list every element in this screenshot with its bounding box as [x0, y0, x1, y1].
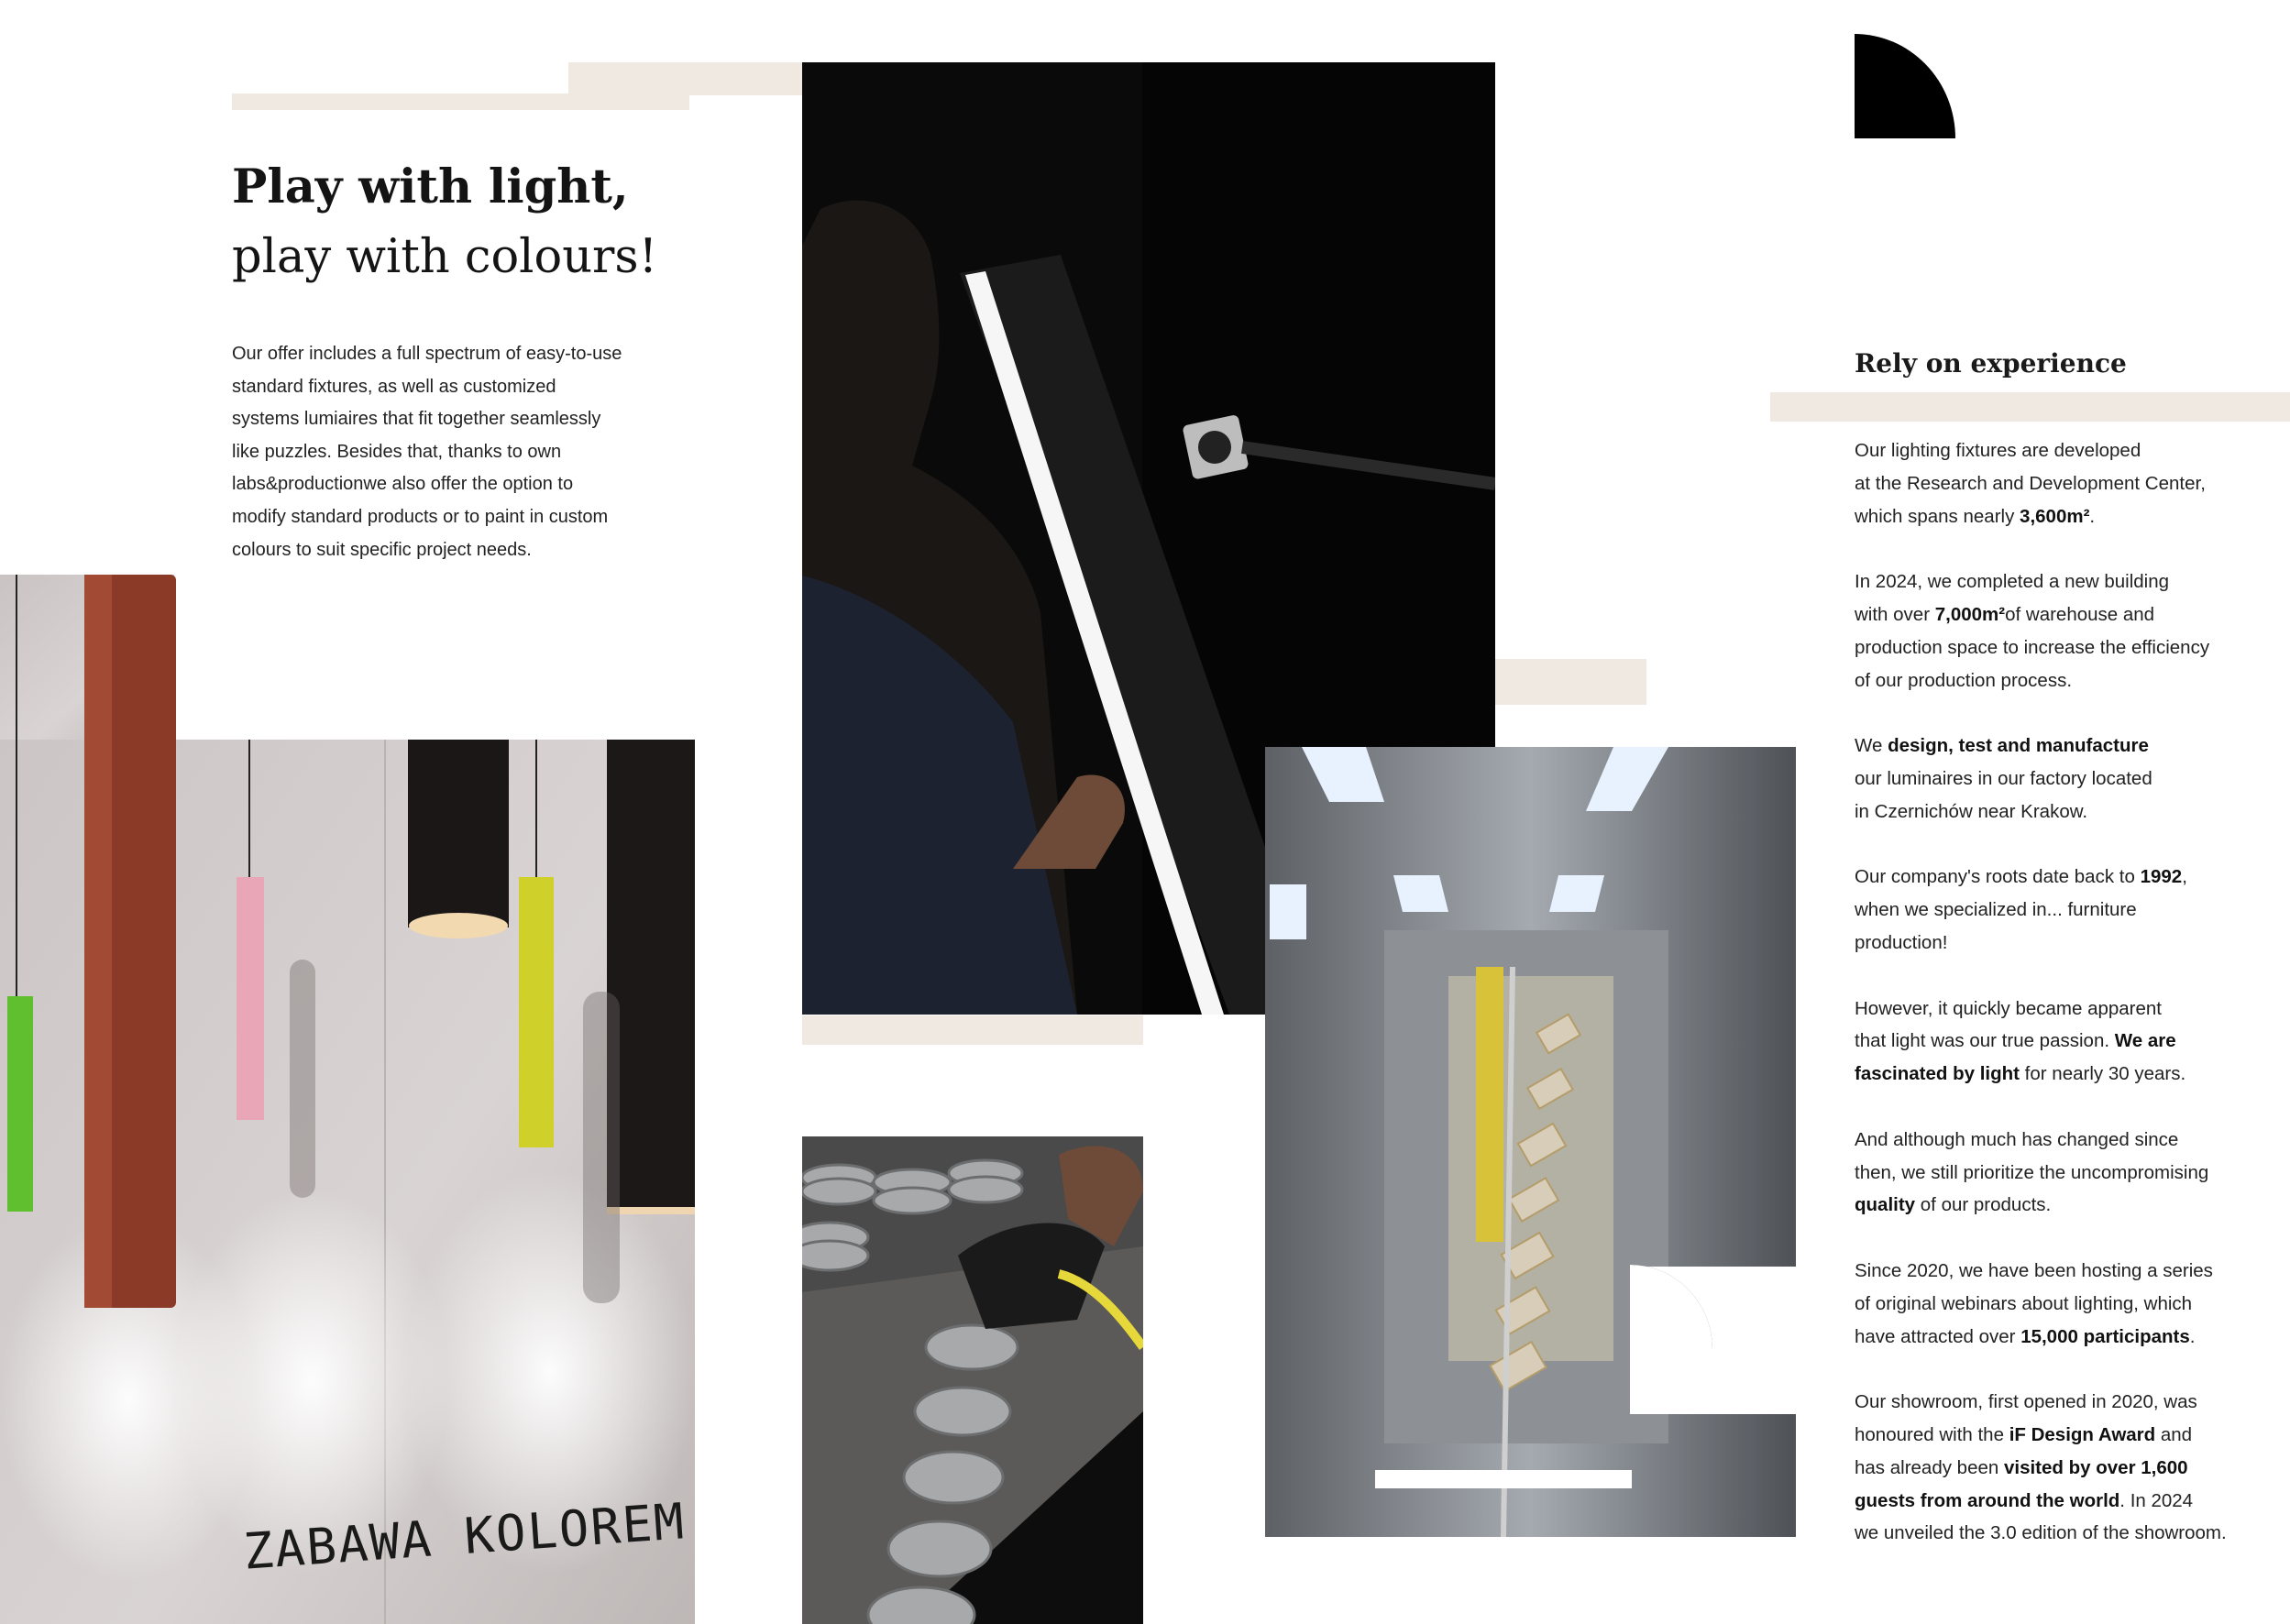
- handwritten-caption: ZABAWA KOLOREM: [241, 1492, 688, 1581]
- rely-line: [1855, 763, 2276, 796]
- white-cutout: [1630, 1265, 1712, 1349]
- rely-line: [1855, 894, 2276, 927]
- bold-text: 7,000m²: [1934, 603, 2006, 625]
- text-run: Our lighting fixtures are developed: [1855, 440, 2141, 461]
- bold-text: 3,600m²: [2020, 505, 2090, 527]
- text-run: at the Research and Development Center,: [1855, 472, 2206, 494]
- text-run: have attracted over: [1855, 1325, 2021, 1347]
- text-run: production!: [1855, 931, 1948, 953]
- intro-line: like puzzles. Besides that, thanks to own: [232, 441, 562, 462]
- text-run: and: [2155, 1423, 2193, 1445]
- rely-line: [1855, 1321, 2276, 1354]
- decor-strip: [1494, 659, 1646, 705]
- rely-line: [1855, 1189, 2276, 1222]
- intro-line: modify standard products or to paint in custom: [232, 506, 609, 527]
- text-run: we unveiled the 3.0 edition of the showroom.: [1855, 1522, 2227, 1544]
- rely-line: [1855, 927, 2276, 960]
- rely-line: [1855, 1485, 2276, 1518]
- rely-paragraph: [1855, 1386, 2276, 1550]
- rely-line: [1855, 1517, 2276, 1550]
- rely-line: [1855, 565, 2276, 598]
- intro-line: systems lumiaires that fit together seamlessly: [232, 409, 601, 430]
- text-run: However, it quickly became apparent: [1855, 997, 2163, 1019]
- headline-line1: Play with light,: [232, 159, 629, 214]
- rely-line: [1855, 598, 2276, 631]
- intro-line: colours to suit specific project needs.: [232, 539, 532, 560]
- bold-text: 15,000 participants: [2020, 1325, 2190, 1347]
- rely-paragraph: [1855, 1255, 2276, 1353]
- text-run: ,: [2182, 866, 2187, 888]
- rely-line: [1855, 500, 2276, 533]
- text-run: has already been: [1855, 1456, 2004, 1478]
- paint-booth-photo: [1265, 747, 1796, 1537]
- text-run: .: [2089, 505, 2096, 527]
- rely-line: [1855, 434, 2276, 467]
- decor-strip: [1770, 392, 2290, 422]
- bold-text: guests from around the world: [1855, 1489, 2120, 1511]
- bold-text: quality: [1855, 1194, 1916, 1216]
- text-run: in Czernichów near Krakow.: [1855, 800, 2088, 822]
- rely-line: [1855, 1025, 2276, 1058]
- intro-paragraph: [232, 338, 654, 566]
- metal-discs-photo: [802, 1136, 1143, 1624]
- text-run: And although much has changed since: [1855, 1128, 2179, 1150]
- rely-paragraph: [1855, 861, 2276, 959]
- quarter-circle-shape: [1855, 34, 1955, 138]
- rely-line: [1855, 861, 2276, 894]
- headline-line2: play with colours!: [232, 230, 658, 284]
- text-run: of our products.: [1915, 1194, 2052, 1216]
- text-run: . In 2024: [2119, 1489, 2194, 1511]
- rely-paragraph: [1855, 993, 2276, 1091]
- rely-paragraph: [1855, 434, 2276, 532]
- text-run: Our company's roots date back to: [1855, 866, 2141, 888]
- text-run: honoured with the: [1855, 1423, 2009, 1445]
- rely-line: [1855, 631, 2276, 664]
- intro-line: standard fixtures, as well as customized: [232, 376, 556, 397]
- text-run: of warehouse and: [2005, 603, 2155, 625]
- rely-line: [1855, 664, 2276, 697]
- text-run: when we specialized in... furniture: [1855, 899, 2137, 921]
- bold-text: fascinated by light: [1855, 1063, 2020, 1085]
- rely-line: [1855, 1255, 2276, 1288]
- rely-line: [1855, 1157, 2276, 1190]
- rely-line: [1855, 1124, 2276, 1157]
- text-run: for nearly 30 years.: [2019, 1063, 2186, 1085]
- pendant-lights-photo: [0, 575, 695, 1624]
- text-run: Our showroom, first opened in 2020, was: [1855, 1391, 2197, 1413]
- rely-line: [1855, 1288, 2276, 1321]
- rely-line: [1855, 467, 2276, 500]
- text-run: our luminaires in our factory located: [1855, 767, 2152, 789]
- text-run: that light was our true passion.: [1855, 1030, 2115, 1052]
- decor-strip: [802, 1015, 1143, 1045]
- rely-paragraph: [1855, 565, 2276, 697]
- decor-strip: [568, 62, 807, 95]
- text-run: which spans nearly: [1855, 505, 2020, 527]
- bold-text: visited by over 1,600: [2003, 1456, 2188, 1478]
- text-run: then, we still prioritize the uncompromising: [1855, 1161, 2209, 1183]
- text-run: Since 2020, we have been hosting a series: [1855, 1259, 2213, 1281]
- text-run: of original webinars about lighting, which: [1855, 1292, 2193, 1314]
- text-run: production space to increase the efficiency: [1855, 636, 2210, 658]
- decor-strip: [232, 93, 689, 110]
- rely-line: [1855, 796, 2276, 828]
- rely-line: [1855, 993, 2276, 1026]
- bold-text: 1992: [2140, 866, 2183, 888]
- rely-line: [1855, 730, 2276, 763]
- rely-text: [1855, 434, 2276, 1583]
- rely-paragraph: [1855, 1124, 2276, 1222]
- rely-line: [1855, 1058, 2276, 1091]
- rely-line: [1855, 1386, 2276, 1419]
- rely-title: Rely on experience: [1855, 348, 2127, 379]
- rely-paragraph: [1855, 730, 2276, 828]
- text-run: .: [2189, 1325, 2196, 1347]
- text-run: with over: [1855, 603, 1935, 625]
- white-cutout: [1375, 1470, 1632, 1488]
- intro-line: Our offer includes a full spectrum of easy-to-use: [232, 344, 622, 364]
- bold-text: We are: [2114, 1030, 2176, 1052]
- intro-line: labs&productionwe also offer the option to: [232, 474, 574, 495]
- bold-text: iF Design Award: [2009, 1423, 2156, 1445]
- text-run: of our production process.: [1855, 669, 2073, 691]
- rely-line: [1855, 1452, 2276, 1485]
- rely-line: [1855, 1419, 2276, 1452]
- text-run: In 2024, we completed a new building: [1855, 571, 2170, 593]
- text-run: We: [1855, 735, 1888, 757]
- bold-text: design, test and manufacture: [1888, 735, 2149, 757]
